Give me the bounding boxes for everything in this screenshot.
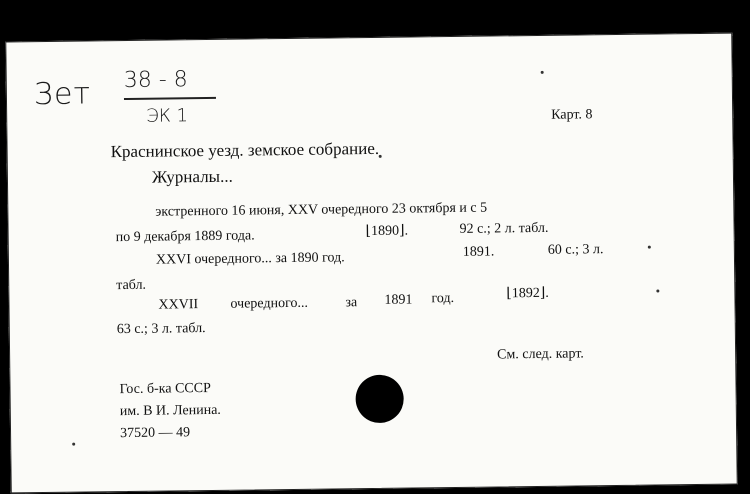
- handwritten-prefix: Зет: [33, 76, 92, 113]
- body-line-2a: по 9 декабря 1889 года.: [115, 228, 255, 246]
- body-line-3c: 60 с.; 3 л.: [547, 242, 604, 258]
- card-number: Карт. 8: [551, 107, 593, 123]
- speck: [541, 71, 544, 74]
- body-line-1: экстренного 16 июня, XXV очередного 23 октября и с 5: [155, 200, 488, 220]
- year-bracket-1892: ⌊1892⌋.: [506, 285, 549, 302]
- body-line-2c: 92 с.; 2 л. табл.: [459, 220, 549, 237]
- body-line-5d: 1891: [384, 292, 413, 308]
- year-1892: 1892: [511, 285, 540, 302]
- body-line-3a: XXVI очередного... за 1890 год.: [155, 250, 345, 268]
- library-line-2: им. В И. Ленина.: [119, 402, 221, 420]
- handwritten-shelfmark-top: 38 - 8: [123, 67, 188, 94]
- year-1890: 1890: [370, 223, 400, 240]
- card-title: Краснинское уезд. земское собрание.: [110, 138, 380, 162]
- card-subtitle: Журналы...: [151, 166, 233, 187]
- year-bracket-1890: ⌊1890⌋.: [365, 223, 409, 240]
- punch-hole: [355, 375, 404, 424]
- handwritten-shelfmark-bottom: ЭК 1: [146, 105, 189, 127]
- speck: [648, 246, 651, 249]
- body-line-3b: 1891.: [462, 244, 495, 260]
- speck: [72, 443, 75, 446]
- library-line-3: 37520 — 49: [119, 425, 191, 442]
- body-line-4: табл.: [116, 277, 147, 294]
- catalog-card: [5, 33, 737, 494]
- body-line-5a: XXVII: [158, 297, 199, 313]
- shelfmark-underline: [124, 97, 216, 100]
- body-line-5b: очередного...: [230, 295, 309, 312]
- body-line-5c: за: [345, 295, 358, 311]
- body-line-5e: год.: [431, 290, 455, 307]
- see-next-card: См. след. карт.: [497, 346, 584, 363]
- speck: [379, 155, 382, 158]
- speck: [656, 289, 659, 292]
- library-line-1: Гос. б-ка СССР: [119, 380, 211, 398]
- body-line-6: 63 с.; 3 л. табл.: [116, 321, 206, 338]
